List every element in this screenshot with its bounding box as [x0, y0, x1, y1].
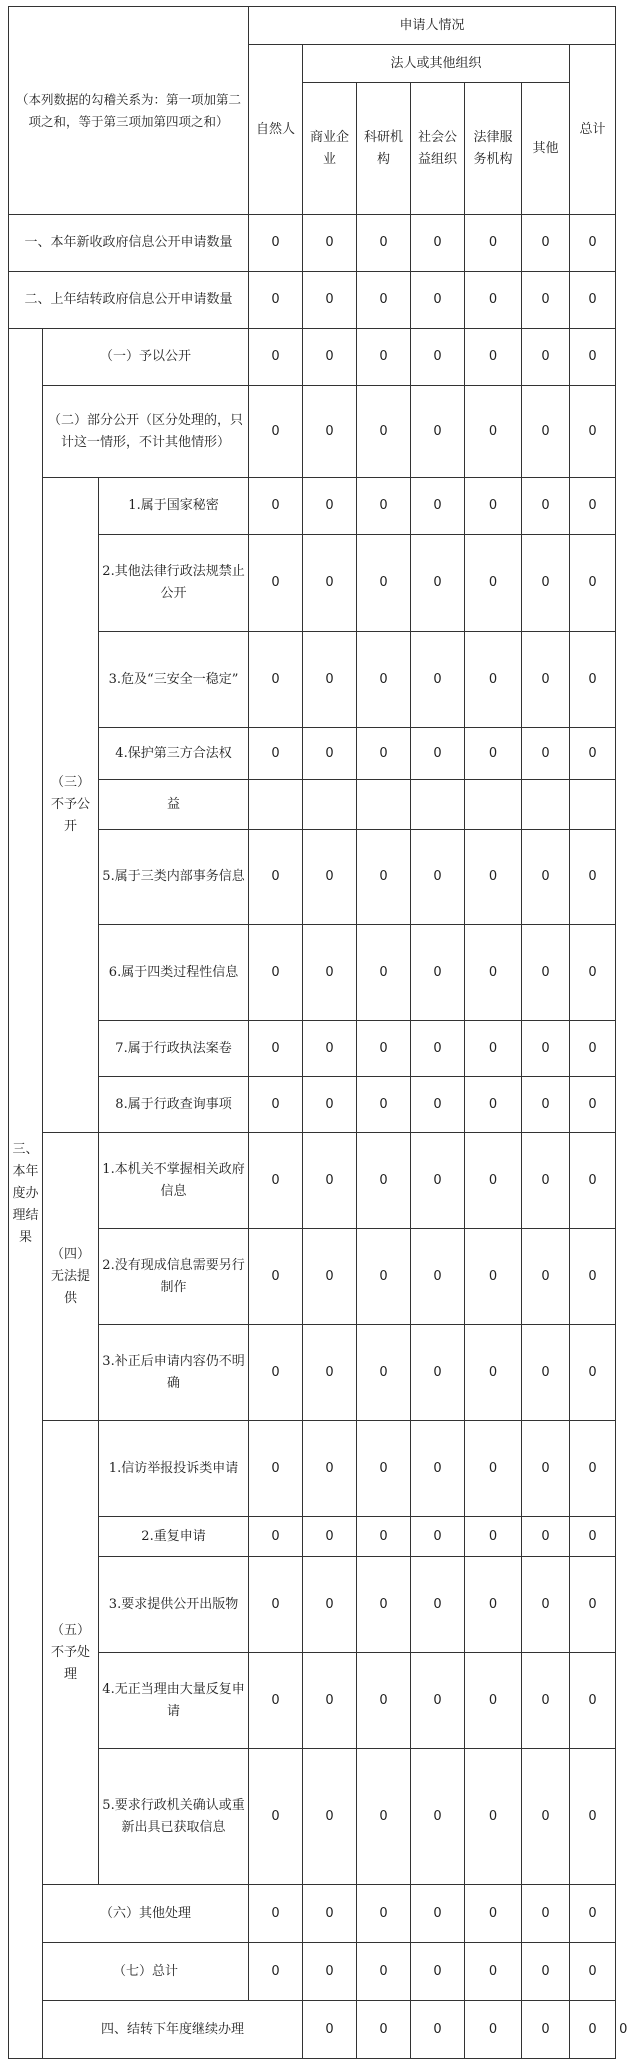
- cell-value: 0: [357, 1885, 411, 1943]
- table-row: [9, 1943, 616, 2001]
- cell-value: 0: [411, 535, 465, 632]
- cell-value: 0: [303, 535, 357, 632]
- cell-value: 0: [522, 1077, 570, 1133]
- group-4-label: （四）无法提供: [43, 1133, 99, 1421]
- cell-value: 0: [303, 728, 357, 780]
- cell-value: 0: [570, 1517, 616, 1557]
- cell-value: 0: [570, 1021, 616, 1077]
- cell-value: 0: [411, 1653, 465, 1749]
- table-row: [9, 1885, 616, 1943]
- row-label: 3.要求提供公开出版物: [99, 1557, 249, 1653]
- row-label: 5.要求行政机关确认或重新出具已获取信息: [99, 1749, 249, 1885]
- cell-value: 0: [570, 632, 616, 728]
- cell-value: 0: [303, 1557, 357, 1653]
- cell-value: [570, 780, 616, 830]
- cell-value: 0: [465, 1229, 522, 1325]
- cell-value: 0: [249, 386, 303, 478]
- cell-value: 0: [522, 386, 570, 478]
- cell-value: 0: [522, 830, 570, 925]
- cell-value: 0: [570, 386, 616, 478]
- cell-value: 0: [570, 272, 616, 329]
- cell-value: 0: [357, 1133, 411, 1229]
- applicant-situation-header: 申请人情况: [249, 7, 616, 45]
- cell-value: 0: [249, 1885, 303, 1943]
- cell-value: 0: [411, 1557, 465, 1653]
- table-row: [9, 1077, 616, 1133]
- cell-value: 0: [465, 1133, 522, 1229]
- cell-value: 0: [357, 1943, 411, 2001]
- cell-value: 0: [357, 830, 411, 925]
- table-row: [9, 1229, 616, 1325]
- cell-value: 0: [570, 478, 616, 535]
- cell-value: 0: [303, 1421, 357, 1517]
- cell-value: 0: [570, 535, 616, 632]
- row-label: 1.信访举报投诉类申请: [99, 1421, 249, 1517]
- cell-value: 0: [570, 1943, 616, 2001]
- cell-value: 0: [411, 632, 465, 728]
- cell-value: 0: [303, 478, 357, 535]
- cell-value: 0: [303, 272, 357, 329]
- table-row: [9, 632, 616, 728]
- cell-value: 0: [522, 925, 570, 1021]
- cell-value: 0: [303, 1885, 357, 1943]
- cell-value: 0: [522, 632, 570, 728]
- cell-value: 0: [465, 1077, 522, 1133]
- row-label: （二）部分公开（区分处理的，只计这一情形，不计其他情形）: [43, 386, 249, 478]
- table-row: [9, 478, 616, 535]
- cell-value: 0: [411, 329, 465, 386]
- cell-value: 0: [249, 1133, 303, 1229]
- cell-value: 0: [249, 1229, 303, 1325]
- org-type-research: 科研机构: [357, 83, 411, 215]
- cell-value: 0: [465, 215, 522, 272]
- cell-value: 0: [303, 1229, 357, 1325]
- table-row: [9, 535, 616, 632]
- cell-value: 0: [570, 1557, 616, 1653]
- cell-value: 0: [522, 1885, 570, 1943]
- cell-value: 0: [465, 728, 522, 780]
- cell-value: 0: [570, 728, 616, 780]
- cell-value: 0: [411, 2001, 465, 2059]
- cell-value: 0: [411, 1517, 465, 1557]
- cell-value: 0: [357, 386, 411, 478]
- cell-value: 0: [465, 830, 522, 925]
- org-type-business: 商业企业: [303, 83, 357, 215]
- cell-value: 0: [465, 632, 522, 728]
- cell-value: 0: [522, 1021, 570, 1077]
- cell-value: 0: [570, 1325, 616, 1421]
- cell-value: 0: [522, 1653, 570, 1749]
- cell-value: 0: [411, 1749, 465, 1885]
- cell-value: 0: [303, 386, 357, 478]
- cell-value: 0: [249, 728, 303, 780]
- cell-value: 0: [411, 1021, 465, 1077]
- cell-value: 0: [465, 1021, 522, 1077]
- cell-value: 0: [249, 329, 303, 386]
- cell-value: 0: [570, 329, 616, 386]
- row-label: （七）总计: [43, 1943, 249, 2001]
- cell-value: 0: [570, 2001, 616, 2059]
- cell-value: 0: [411, 386, 465, 478]
- table-row: [9, 1749, 616, 1885]
- cell-value: 0: [522, 1133, 570, 1229]
- cell-value: 0: [411, 1943, 465, 2001]
- cell-value: 0: [522, 329, 570, 386]
- cell-value: 0: [249, 1653, 303, 1749]
- cell-value: 0: [357, 272, 411, 329]
- table-row: [9, 272, 616, 329]
- cell-value: 0: [570, 1885, 616, 1943]
- cell-value: 0: [522, 215, 570, 272]
- cell-value: 0: [357, 1557, 411, 1653]
- cell-value: 0: [357, 535, 411, 632]
- table-row: [9, 386, 616, 478]
- cell-value: 0: [357, 728, 411, 780]
- table-row: [9, 780, 616, 830]
- cell-value: 0: [570, 1421, 616, 1517]
- row-label: 8.属于行政查询事项: [99, 1077, 249, 1133]
- cell-value: 0: [249, 925, 303, 1021]
- cell-value: 0: [411, 728, 465, 780]
- cell-value: 0: [522, 728, 570, 780]
- cell-value: 0: [411, 215, 465, 272]
- row-label: 1.本机关不掌握相关政府信息: [99, 1133, 249, 1229]
- cell-value: [303, 780, 357, 830]
- cell-value: [249, 780, 303, 830]
- cell-value: 0: [303, 925, 357, 1021]
- cell-value: 0: [465, 1885, 522, 1943]
- cell-value: 0: [411, 272, 465, 329]
- cell-value: 0: [249, 535, 303, 632]
- cell-value: 0: [303, 830, 357, 925]
- cell-value: 0: [522, 535, 570, 632]
- row-label: 5.属于三类内部事务信息: [99, 830, 249, 925]
- cell-value: 0: [465, 478, 522, 535]
- cell-value: 0: [303, 2001, 357, 2059]
- cell-value: 0: [411, 1229, 465, 1325]
- cell-value: 0: [411, 925, 465, 1021]
- header-note: （本列数据的勾稽关系为：第一项加第二项之和，等于第三项加第四项之和）: [9, 7, 249, 215]
- row-label: 1.属于国家秘密: [99, 478, 249, 535]
- cell-value: 0: [249, 830, 303, 925]
- cell-value: 0: [357, 329, 411, 386]
- table-row: [9, 830, 616, 925]
- table-row: [9, 1021, 616, 1077]
- row-label: 4.无正当理由大量反复申请: [99, 1653, 249, 1749]
- cell-value: 0: [465, 1943, 522, 2001]
- cell-value: 0: [522, 1421, 570, 1517]
- cell-value: 0: [303, 632, 357, 728]
- cell-value: 0: [303, 215, 357, 272]
- cell-value: 0: [249, 1021, 303, 1077]
- natural-person-header: 自然人: [249, 45, 303, 215]
- cell-value: 0: [522, 1749, 570, 1885]
- cell-value: 0: [303, 1517, 357, 1557]
- disclosure-stats-table: [8, 6, 627, 2059]
- cell-value: 0: [303, 1021, 357, 1077]
- cell-value: 0: [411, 1325, 465, 1421]
- table-row: [9, 1557, 616, 1653]
- cell-value: 0: [570, 925, 616, 1021]
- cell-value: 0: [303, 1653, 357, 1749]
- header-row-1: [9, 7, 616, 45]
- cell-value: 0: [465, 1749, 522, 1885]
- cell-value: 0: [357, 215, 411, 272]
- cell-value: 0: [249, 1077, 303, 1133]
- cell-value: [465, 780, 522, 830]
- row-label: 四、结转下年度继续办理: [43, 2001, 303, 2059]
- cell-value: 0: [249, 1749, 303, 1885]
- row-label: 2.重复申请: [99, 1517, 249, 1557]
- cell-value: [522, 780, 570, 830]
- cell-value: 0: [522, 2001, 570, 2059]
- cell-value: 0: [411, 478, 465, 535]
- cell-value: 0: [570, 1077, 616, 1133]
- cell-value: 0: [570, 1133, 616, 1229]
- org-type-public-welfare: 社会公益组织: [411, 83, 465, 215]
- cell-value: 0: [357, 925, 411, 1021]
- cell-value: 0: [465, 925, 522, 1021]
- cell-value: 0: [411, 1077, 465, 1133]
- table-row: 四、结转下年度继续办理 0 0 0 0 0 0 0: [9, 2001, 616, 2059]
- cell-value: 0: [570, 1229, 616, 1325]
- cell-value: 0: [357, 1421, 411, 1517]
- cell-value: 0: [522, 272, 570, 329]
- table-row: [9, 215, 616, 272]
- cell-value: 0: [357, 632, 411, 728]
- cell-value: 0: [303, 1943, 357, 2001]
- cell-value: 0: [357, 1229, 411, 1325]
- group-5-label: （五）不予处理: [43, 1421, 99, 1885]
- cell-value: 0: [357, 1749, 411, 1885]
- cell-value: 0: [570, 830, 616, 925]
- row-label: 3.危及“三安全一稳定”: [99, 632, 249, 728]
- group-3-label: （三）不予公开: [43, 478, 99, 1133]
- cell-value: 0: [303, 1325, 357, 1421]
- row-label: 7.属于行政执法案卷: [99, 1021, 249, 1077]
- cell-value: 0: [249, 1943, 303, 2001]
- cell-value: 0: [465, 2001, 522, 2059]
- cell-value: 0: [465, 386, 522, 478]
- cell-value: [357, 780, 411, 830]
- cell-value: 0: [522, 1943, 570, 2001]
- cell-value: 0: [522, 1325, 570, 1421]
- cell-value: 0: [465, 535, 522, 632]
- cell-value: 0: [465, 1421, 522, 1517]
- cell-value: 0: [570, 1749, 616, 1885]
- table-row: [9, 1653, 616, 1749]
- cell-value: 0: [570, 1653, 616, 1749]
- cell-value: 0: [357, 1653, 411, 1749]
- cell-value: 0: [570, 215, 616, 272]
- table-row: [9, 728, 616, 780]
- cell-value: 0: [249, 272, 303, 329]
- table-row: [9, 1325, 616, 1421]
- row-label: 3.补正后申请内容仍不明确: [99, 1325, 249, 1421]
- cell-value: 0: [411, 1421, 465, 1517]
- cell-value: 0: [249, 1325, 303, 1421]
- row-label: 4.保护第三方合法权: [99, 728, 249, 780]
- cell-value: 0: [249, 478, 303, 535]
- cell-value: 0: [465, 1517, 522, 1557]
- row-label: 二、上年结转政府信息公开申请数量: [9, 272, 249, 329]
- row-label: 一、本年新收政府信息公开申请数量: [9, 215, 249, 272]
- cell-value: 0: [522, 1517, 570, 1557]
- cell-value: 0: [465, 1653, 522, 1749]
- cell-value: 0: [303, 1133, 357, 1229]
- cell-value: 0: [465, 1557, 522, 1653]
- table-row: [9, 1133, 616, 1229]
- cell-value: 0: [249, 1421, 303, 1517]
- cell-value: 0: [303, 1749, 357, 1885]
- cell-value: 0: [522, 478, 570, 535]
- cell-value: 0: [411, 1885, 465, 1943]
- cell-value: 0: [357, 1517, 411, 1557]
- cell-value: 0: [357, 478, 411, 535]
- row-label: 益: [99, 780, 249, 830]
- cell-value: 0: [411, 830, 465, 925]
- legal-org-header: 法人或其他组织: [303, 45, 570, 83]
- cell-value: 0: [465, 272, 522, 329]
- org-type-other: 其他: [522, 83, 570, 215]
- row-label: （一）予以公开: [43, 329, 249, 386]
- table-row: [9, 925, 616, 1021]
- table-row: [9, 329, 616, 386]
- cell-value: 0: [465, 1325, 522, 1421]
- cell-value: 0: [522, 1557, 570, 1653]
- cell-value: 0: [522, 1229, 570, 1325]
- cell-value: 0: [465, 329, 522, 386]
- cell-value: 0: [249, 1517, 303, 1557]
- row-label: 6.属于四类过程性信息: [99, 925, 249, 1021]
- cell-value: 0: [249, 632, 303, 728]
- row-label: 2.其他法律行政法规禁止公开: [99, 535, 249, 632]
- table-row: [9, 1517, 616, 1557]
- cell-value: 0: [249, 1557, 303, 1653]
- org-type-legal-service: 法律服务机构: [465, 83, 522, 215]
- table-row: [9, 1421, 616, 1517]
- cell-value: 0: [411, 1133, 465, 1229]
- row-label: （六）其他处理: [43, 1885, 249, 1943]
- cell-value: 0: [357, 1077, 411, 1133]
- cell-value: [411, 780, 465, 830]
- cell-value: 0: [357, 1021, 411, 1077]
- section-3-label: 三、本年度办理结果: [9, 329, 43, 2059]
- cell-value: 0: [249, 215, 303, 272]
- row-label: 2.没有现成信息需要另行制作: [99, 1229, 249, 1325]
- cell-value: 0: [303, 329, 357, 386]
- cell-value: 0: [357, 2001, 411, 2059]
- cell-value: 0: [357, 1325, 411, 1421]
- total-header: 总计: [570, 45, 616, 215]
- cell-value: 0: [303, 1077, 357, 1133]
